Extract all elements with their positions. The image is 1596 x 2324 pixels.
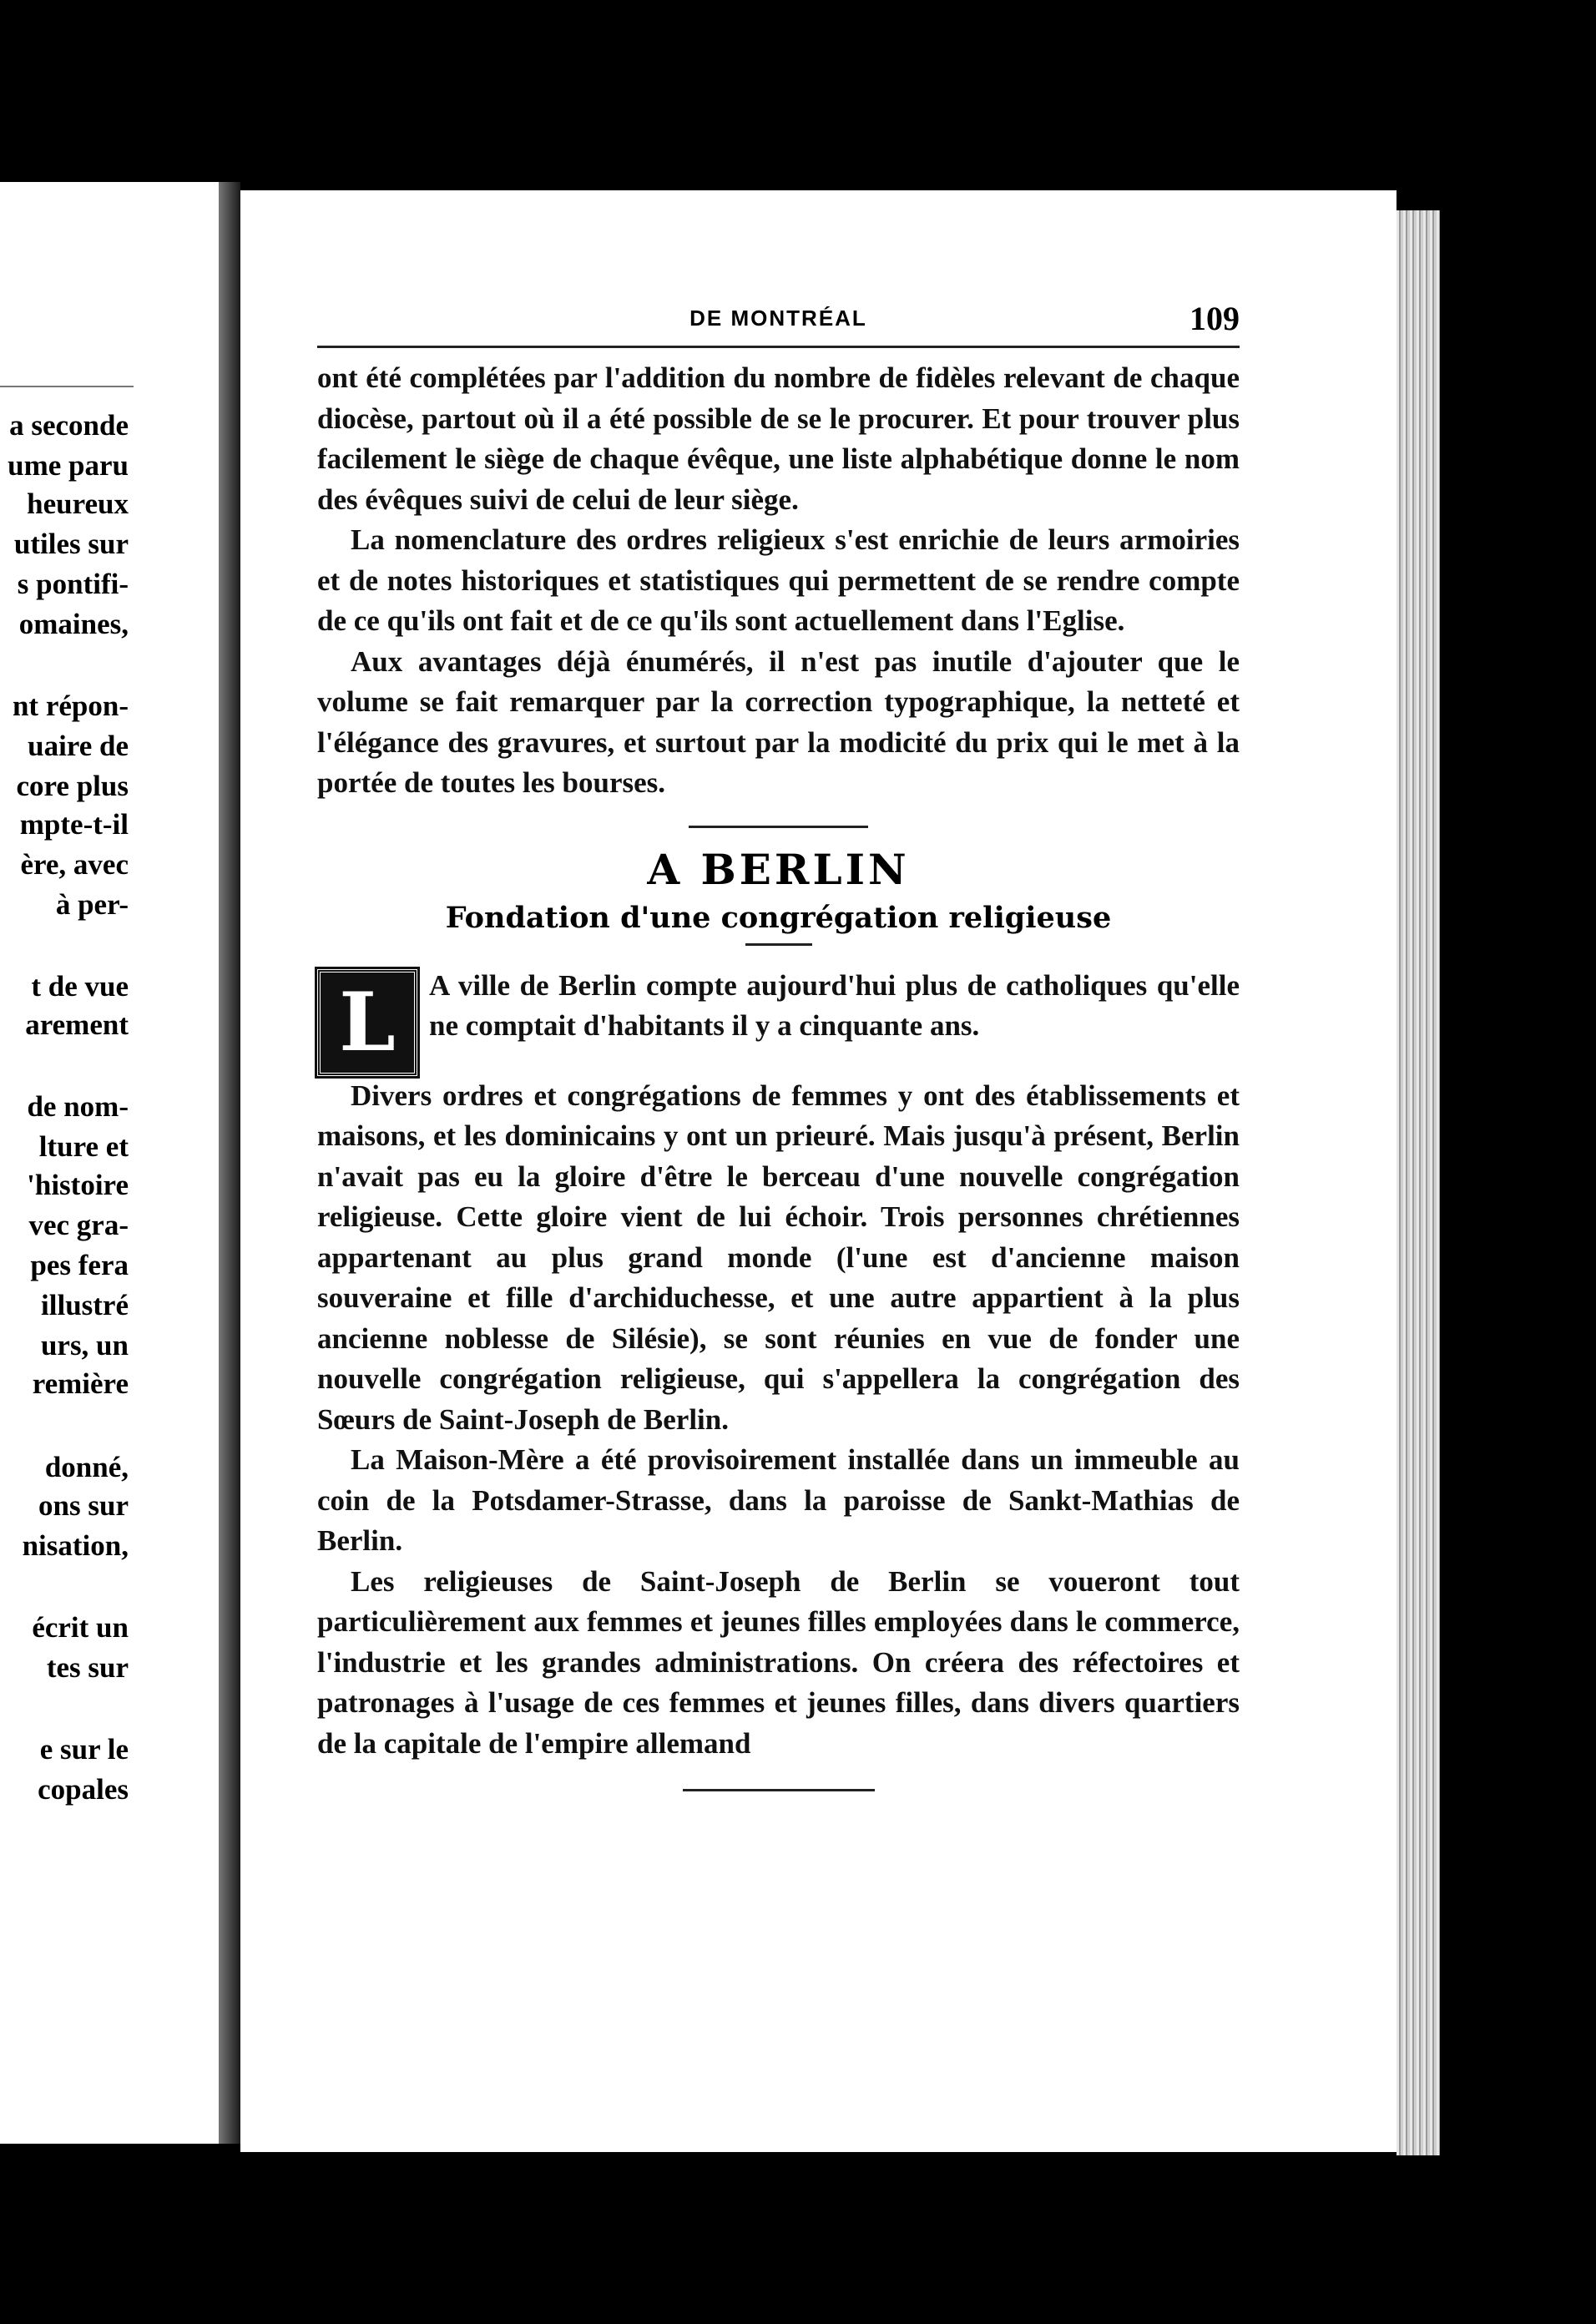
left-text-fragment: uaire de xyxy=(28,730,129,762)
left-text-fragment: arement xyxy=(25,1008,129,1041)
left-text-fragment: omaines, xyxy=(18,608,129,640)
left-text-fragment: remière xyxy=(32,1367,129,1400)
page-edge xyxy=(1396,210,1440,2155)
header-rule xyxy=(317,346,1240,348)
left-text-fragment: e sur le xyxy=(39,1733,129,1766)
left-text-fragment: vec gra- xyxy=(28,1209,129,1241)
section-divider xyxy=(689,826,868,828)
page-number: 109 xyxy=(1189,300,1240,337)
drop-cap-ornament: L xyxy=(317,969,417,1076)
left-text-fragment: lture et xyxy=(38,1130,129,1163)
paragraph: La nomenclature des ordres religieux s'est enrichie de leurs armoiries et de notes historiques et statistiques qui permettent de se rendre compte de ce qu'ils ont fait et de ce qu'ils sont actuellement dans l'Eglise. xyxy=(317,523,1240,637)
left-page xyxy=(0,182,219,2144)
lead-paragraph xyxy=(317,966,1240,1076)
left-text-fragment: nt répon- xyxy=(12,690,129,722)
paragraph: ont été complétées par l'addition du nombre de fidèles relevant de chaque diocèse, partout où il a été possible de se le procurer. Et pour trouver plus facilement le siège de chaque évêque, une liste alphabétique donne le nom des évêques suivi de celui de leur siège. xyxy=(317,361,1240,516)
page-content xyxy=(240,190,1240,1791)
section-title: A BERLIN xyxy=(647,844,910,894)
left-text-fragment: mpte-t-il xyxy=(19,808,129,841)
left-text-fragment: illustré xyxy=(41,1289,129,1321)
right-page xyxy=(240,190,1396,2152)
end-divider xyxy=(683,1789,875,1791)
left-text-fragment: core plus xyxy=(16,770,129,802)
left-text-fragment: 'histoire xyxy=(27,1169,129,1201)
left-text-fragment: tes sur xyxy=(46,1651,129,1684)
running-title: DE MONTRÉAL xyxy=(689,306,867,331)
section-subtitle: Fondation d'une congrégation religieuse xyxy=(445,900,1112,935)
left-text-fragment: ons sur xyxy=(38,1489,129,1522)
left-text-fragment: écrit un xyxy=(32,1611,129,1644)
book-gutter xyxy=(219,182,240,2144)
left-text-fragment: nisation, xyxy=(22,1529,129,1562)
left-text-fragment: heureux xyxy=(27,488,129,520)
paragraph: La Maison-Mère a été provisoirement installée dans un immeuble au coin de la Potsdamer-Strasse, dans la paroisse de Sankt-Mathias de Berlin. xyxy=(317,1443,1240,1557)
paragraph: Divers ordres et congrégations de femmes y ont des établissements et maisons, et les dominicains y ont un prieuré. Mais jusqu'à présent, Berlin n'avait pas eu la gloire d'être le berceau d'une nouvelle congrégation religieuse. Cette gloire vient de lui échoir. Trois personnes chrétiennes appartenant au plus grand monde (l'une est d'ancienne maison souveraine et fille d'archiduchesse, et une autre appartient à la plus ancienne noblesse de Silésie), se sont réunies en vue de fonder une nouvelle congrégation religieuse, qui s'appellera la congrégation des Sœurs de Saint-Joseph de Berlin. xyxy=(317,1079,1240,1436)
subtitle-divider xyxy=(745,943,812,946)
left-page-rule xyxy=(0,386,134,387)
left-text-fragment: donné, xyxy=(44,1451,129,1483)
left-text-fragment: copales xyxy=(38,1773,129,1806)
left-text-fragment: de nom- xyxy=(27,1090,129,1123)
left-text-fragment: à per- xyxy=(55,888,129,921)
paragraph: Les religieuses de Saint-Joseph de Berlin se voueront tout particulièrement aux femmes et jeunes filles employées dans le commerce, l'industrie et les grandes administrations. On créera des réfectoires et patronages à l'usage de ces femmes et jeunes filles, dans divers quartiers de la capitale de l'empire allemand xyxy=(317,1564,1240,1760)
left-text-fragment: utiles sur xyxy=(13,528,129,560)
left-text-fragment: pes fera xyxy=(30,1249,129,1281)
left-text-fragment: a seconde xyxy=(9,409,129,442)
left-text-fragment: ume paru xyxy=(8,449,129,482)
running-head xyxy=(317,300,1240,344)
left-text-fragment: urs, un xyxy=(40,1329,129,1362)
left-text-fragment: t de vue xyxy=(31,970,129,1003)
lead-text: A ville de Berlin compte aujourd'hui plus de catholiques qu'elle ne comptait d'habitants il y a cinquante ans. xyxy=(429,968,1240,1042)
paragraph: Aux avantages déjà énumérés, il n'est pas inutile d'ajouter que le volume se fait remarquer par la correction typographique, la netteté et l'élégance des gravures, et surtout par la modicité du prix qui le met à la portée de toutes les bourses. xyxy=(317,644,1240,799)
left-text-fragment: s pontifi- xyxy=(17,568,129,600)
left-text-fragment: ère, avec xyxy=(20,848,129,881)
